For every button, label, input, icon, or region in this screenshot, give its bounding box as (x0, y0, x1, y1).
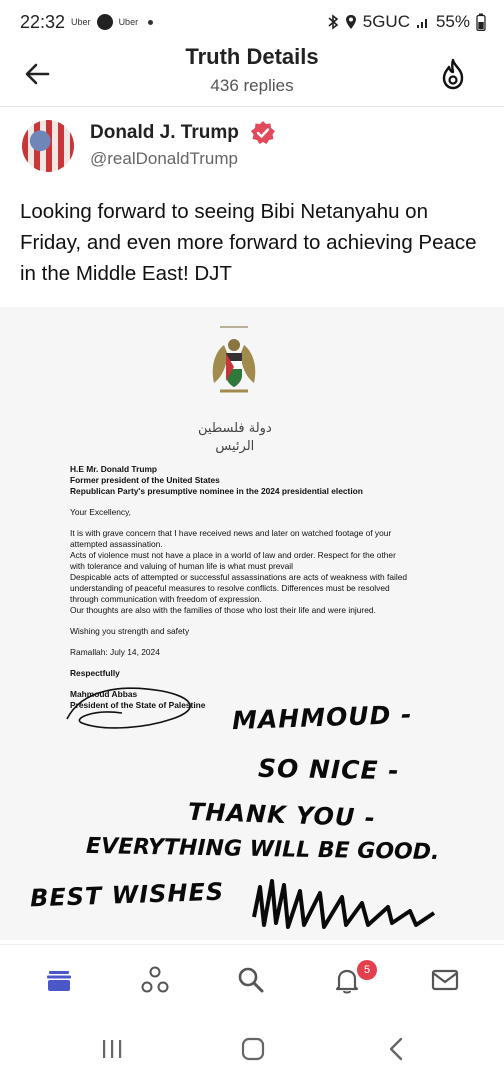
handwritten-note-line-3: THANK YOU - (187, 797, 377, 833)
recent-apps-icon[interactable] (100, 1038, 124, 1060)
system-nav-bar (0, 1018, 504, 1080)
signal-icon (416, 15, 430, 29)
uber-notification-label: Uber (71, 17, 91, 27)
reply-count: 436 replies (210, 76, 294, 95)
system-back-icon[interactable] (384, 1036, 408, 1062)
status-bar (0, 0, 504, 44)
author-name[interactable]: Donald J. Trump (90, 122, 239, 143)
truth-feed-icon[interactable] (42, 963, 76, 997)
messages-icon[interactable] (428, 963, 462, 997)
salutation: Your Excellency, (70, 507, 131, 517)
handwritten-note-line-4: EVERYTHING WILL BE GOOD. (85, 833, 440, 866)
signer-title: President of the State of Palestine (70, 700, 206, 710)
status-right (327, 12, 486, 32)
page-title: Truth Details (185, 44, 319, 69)
handwritten-note-line-5: BEST WISHES (29, 877, 225, 913)
palestine-emblem-icon (206, 325, 262, 407)
trump-signature-icon (250, 867, 440, 937)
home-icon[interactable] (240, 1036, 266, 1062)
letterhead-line-2: الرئيس (215, 439, 255, 454)
paragraph-3: Despicable acts of attempted or successful assassinations are acts of weakness with failed understanding of peaceful measures to resolve conflicts. Differences must be resolved through communication with freedom of expression. (70, 572, 408, 604)
letter-body (70, 464, 410, 711)
paragraph-4: Our thoughts are also with the families of those who lost their life and were injured. (70, 605, 376, 615)
phone-app-icon (97, 14, 113, 30)
status-left (20, 12, 153, 33)
network-type: 5GUC (362, 12, 410, 31)
bluetooth-icon (327, 14, 339, 30)
abbas-signature-icon (62, 679, 212, 739)
handwritten-note-line-2: SO NICE - (257, 753, 400, 786)
recipient-line-2: Former president of the United States (70, 475, 220, 485)
more-notifications-icon (148, 20, 153, 25)
signer-name: Mahmoud Abbas (70, 689, 138, 699)
author-handle[interactable]: @realDonaldTrump (90, 149, 238, 168)
letterhead-line-1: دولة فلسطين (198, 421, 272, 436)
handwritten-note-line-1: MAHMOUD - (231, 699, 413, 736)
header-divider (0, 106, 504, 107)
paragraph-2: Acts of violence must not have a place in a world of law and order. Respect for the other with tolerance and valuing of human life is what must prevail (70, 550, 396, 571)
post-text: Looking forward to seeing Bibi Netanyahu on Friday, and even more forward to achieving Peace in the Middle East! DJT (20, 200, 477, 285)
uber-notification-label-2: Uber (118, 17, 139, 27)
battery-icon (476, 13, 486, 31)
groups-icon[interactable] (138, 963, 172, 997)
attached-letter-image[interactable] (0, 307, 504, 940)
letterhead-arabic (198, 420, 272, 456)
place-date: Ramallah: July 14, 2024 (70, 647, 160, 657)
avatar[interactable] (22, 120, 74, 172)
wishes-line: Wishing you strength and safety (70, 626, 190, 636)
closing: Respectfully (70, 668, 120, 678)
notification-count-badge: 5 (357, 960, 377, 980)
flame-icon[interactable] (438, 58, 468, 90)
location-icon (345, 14, 357, 30)
recipient-line-1: H.E Mr. Donald Trump (70, 464, 158, 474)
verified-badge-icon (250, 120, 276, 146)
bottom-nav (0, 944, 504, 1019)
search-icon[interactable] (234, 963, 268, 997)
paragraph-1: It is with grave concern that I have received news and later on watched footage of your attempted assassination. (70, 528, 392, 549)
recipient-line-3: Republican Party's presumptive nominee in the 2024 presidential election (70, 486, 363, 496)
status-time: 22:32 (20, 11, 66, 32)
battery-level: 55% (435, 12, 470, 31)
app-header (0, 44, 504, 106)
